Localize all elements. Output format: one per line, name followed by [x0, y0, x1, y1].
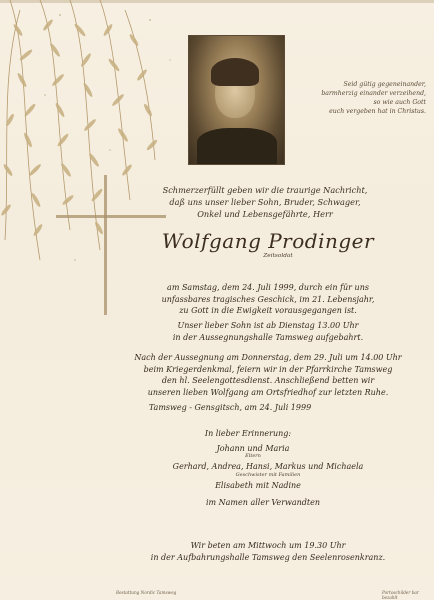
mourners — [118, 428, 418, 509]
funeral-line: Nach der Aussegnung am Donnerstag, dem 29. Juli um 14.00 Uhr — [134, 353, 402, 362]
parents-note: Eltern — [245, 453, 261, 460]
notice-line: unfassbares tragisches Geschick, im 21. Lebensjahr, — [161, 294, 375, 304]
prayer-notice — [118, 540, 418, 563]
deceased-name: Wolfgang Prodinger — [161, 229, 375, 253]
funeral-line: den hl. Seelengottesdienst. Anschließend betten wir — [161, 376, 375, 386]
prayer-line: in der Aufbahrungshalle Tamsweg den Seelenrosenkranz. — [150, 552, 386, 562]
funeral-line: unseren lieben Wolfgang am Ortsfriedhof zur letzten Ruhe. — [147, 387, 389, 397]
photo-hair — [211, 58, 259, 86]
intro-line: Onkel und Lebensgefährte, Herr — [197, 209, 333, 219]
prayer-line: Wir beten am Mittwoch um 19.30 Uhr — [190, 541, 346, 550]
funeral-details — [118, 352, 418, 398]
photo-shirt — [197, 128, 277, 164]
mourners-relatives: im Namen aller Verwandten — [205, 498, 321, 508]
footer-postage: Portoschilder bar bezahlt — [382, 590, 419, 600]
intro-line: daß uns unser lieber Sohn, Bruder, Schwager, — [169, 197, 361, 207]
bible-quote — [298, 80, 426, 116]
mourners-heading: In lieber Erinnerung: — [204, 429, 292, 438]
notice-line: am Samstag, dem 24. Juli 1999, durch ein für uns — [167, 283, 369, 292]
place-date: Tamsweg - Gensgitsch, am 24. Juli 1999 — [148, 403, 312, 412]
quote-line: so wie auch Gott — [373, 99, 426, 106]
siblings-note: Geschwister mit Familien — [235, 471, 301, 478]
portrait-photo — [188, 35, 285, 165]
quote-line: euch vergeben hat in Christus. — [329, 108, 426, 115]
intro-text — [120, 184, 410, 220]
funeral-line: beim Kriegerdenkmal, feiern wir in der Pfarrkirche Tamsweg — [143, 364, 393, 374]
notice-line: zu Gott in die Ewigkeit vorausgegangen ist. — [179, 306, 357, 316]
lying-line: Unser lieber Sohn ist ab Dienstag 13.00 Uhr — [177, 321, 359, 330]
quote-line: barmherzig einander verzeihend, — [321, 90, 426, 97]
intro-line: Schmerzerfüllt geben wir die traurige Nachricht, — [162, 185, 368, 195]
lying-line: in der Aussegnungshalle Tamsweg aufgebahrt. — [172, 332, 364, 342]
lying-in-state — [118, 320, 418, 343]
deceased-occupation: Zeitsoldat — [263, 253, 293, 259]
death-notice — [118, 282, 418, 317]
mourners-partner: Elisabeth mit Nadine — [215, 480, 301, 490]
quote-line: Seid gütig gegeneinander, — [343, 81, 426, 88]
mourners-parents: Johann und Maria — [216, 443, 290, 453]
mourners-siblings: Gerhard, Andrea, Hansi, Markus und Michaela — [172, 462, 364, 472]
footer-undertaker: Bestattung Nordic Tamsweg — [116, 590, 177, 595]
